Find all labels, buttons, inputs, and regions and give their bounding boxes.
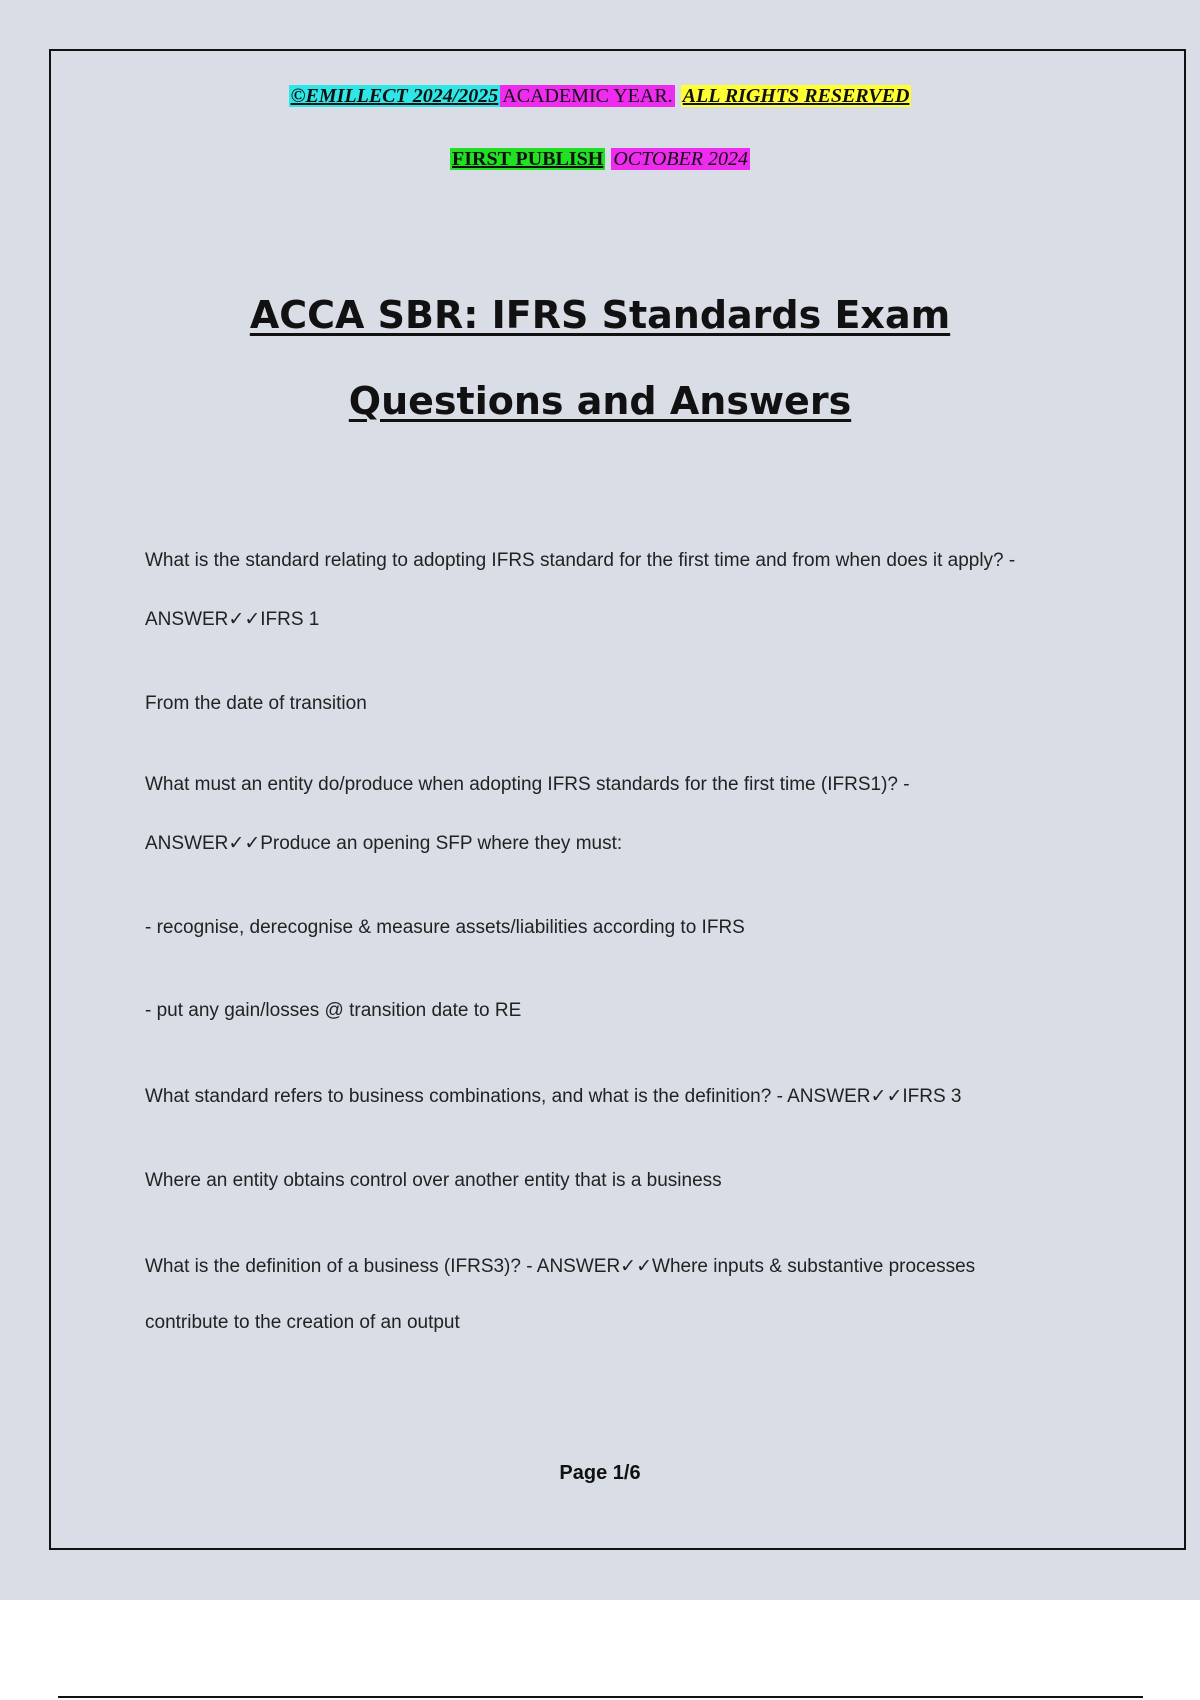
page-number: Page 1/6 (559, 1462, 641, 1484)
header-line-2 (0, 148, 1200, 171)
content-line: What is the standard relating to adopting IFRS standard for the first time and from when does it apply? - (145, 550, 1016, 571)
document-title-line-1: ACCA SBR: IFRS Standards Exam (249, 293, 951, 337)
content-line: - put any gain/losses @ transition date to RE (145, 1000, 522, 1021)
content-line: Where an entity obtains control over another entity that is a business (145, 1170, 722, 1191)
content-line: - recognise, derecognise & measure assets/liabilities according to IFRS (145, 917, 745, 938)
content-line: contribute to the creation of an output (145, 1312, 460, 1333)
copyright-highlight: ©EMILLECT 2024/2025 (290, 85, 499, 107)
publish-date-highlight: OCTOBER 2024 (613, 148, 748, 170)
content-line: From the date of transition (145, 693, 367, 714)
academic-year-highlight: ACADEMIC YEAR. (502, 85, 673, 107)
header-line-1 (0, 85, 1200, 108)
first-publish-highlight: FIRST PUBLISH (452, 148, 604, 170)
bottom-divider (58, 1696, 1143, 1698)
content-line: What must an entity do/produce when adopting IFRS standards for the first time (IFRS1)? - (145, 774, 910, 795)
content-line: ANSWER✓✓Produce an opening SFP where they must: (145, 833, 623, 854)
content-line: ANSWER✓✓IFRS 1 (145, 609, 320, 630)
rights-highlight: ALL RIGHTS RESERVED (682, 85, 910, 107)
content-line: What is the definition of a business (IFRS3)? - ANSWER✓✓Where inputs & substantive processes (145, 1256, 976, 1277)
document-title-line-2: Questions and Answers (348, 379, 852, 423)
content-line: What standard refers to business combinations, and what is the definition? - ANSWER✓✓IFRS 3 (145, 1086, 962, 1107)
